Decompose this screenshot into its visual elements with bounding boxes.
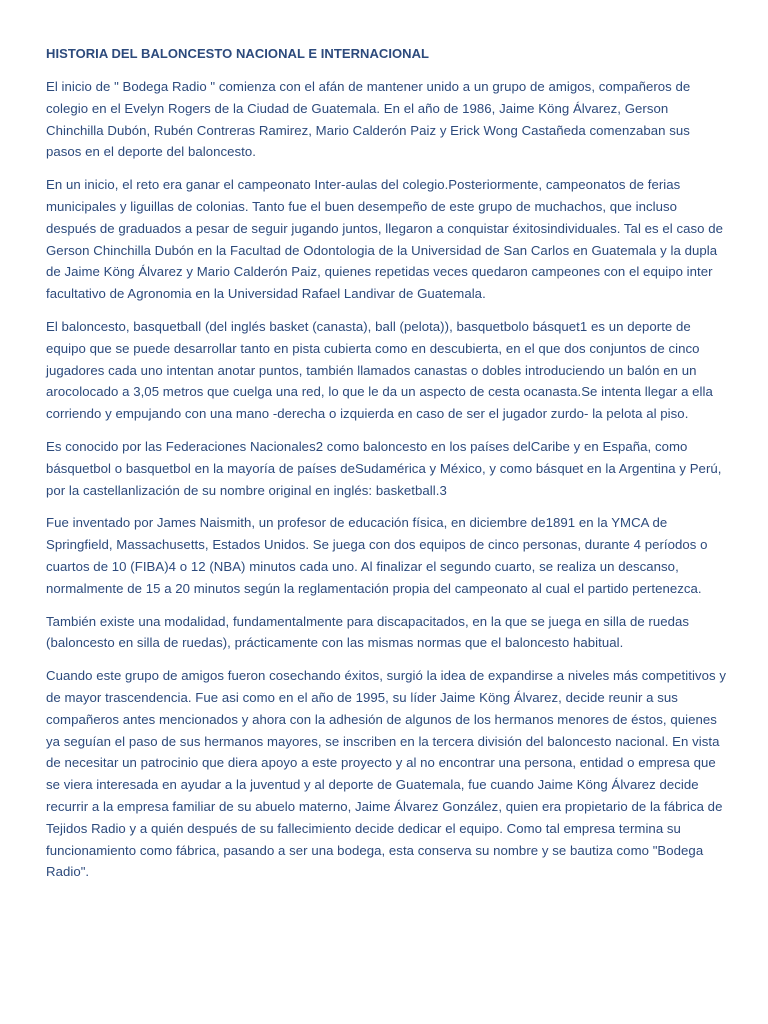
paragraph-2: En un inicio, el reto era ganar el campeonato Inter-aulas del colegio.Posteriormente, campeonatos de ferias municipales y liguillas de colonias. Tanto fue el buen desempeño de este grupo de muchachos, que incluso después de graduados a pesar de seguir jugando juntos, llegaron a conquistar éxitosindividuales. Tal es el caso de Gerson Chinchilla Dubón en la Facultad de Odontologia de la Universidad de San Carlos en Guatemala y la dupla de Jaime Köng Álvarez y Mario Calderón Paiz, quienes repetidas veces quedaron campeones con el equipo inter facultativo de Agronomia en la Universidad Rafael Landivar de Guatemala. bbox=[46, 177, 723, 302]
paragraph-3: El baloncesto, basquetball (del inglés basket (canasta), ball (pelota)), basquetbolo básquet1 es un deporte de equipo que se puede desarrollar tanto en pista cubierta como en descubierta, en el que dos conjuntos de cinco jugadores cada uno intentan anotar puntos, también llamados canastas o dobles introduciendo un balón en un arocolocado a 3,05 metros que cuelga una red, lo que le da un aspecto de cesta ocanasta.Se intenta llegar a ella corriendo y empujando con una mano -derecha o izquierda en caso de ser el jugador zurdo- la pelota al piso. bbox=[46, 318, 713, 422]
paragraph-7: Cuando este grupo de amigos fueron cosechando éxitos, surgió la idea de expandirse a niveles más competitivos y de mayor trascendencia. Fue asi como en el año de 1995, su líder Jaime Köng Álvarez, decide reunir a sus compañeros antes mencionados y ahora con la adhesión de algunos de los hermanos menores de éstos, quienes ya seguían el paso de sus hermanos mayores, se inscriben en la tercera división del baloncesto nacional. En vista de necesitar un patrocinio que diera apoyo a este proyecto y al no encontrar una persona, entidad o empresa que se viera interesada en ayudar a la juventud y al deporte de Guatemala, fue cuando Jaime Köng Álvarez decide recurrir a la empresa familiar de su abuelo materno, Jaime Álvarez González, quien era propietario de la fábrica de Tejidos Radio y a quién después de su fallecimiento decide dedicar el equipo. Como tal empresa termina su funcionamiento como fábrica, pasando a ser una bodega, esta conserva su nombre y se bautiza como "Bodega Radio". bbox=[46, 668, 726, 880]
paragraph-6: También existe una modalidad, fundamentalmente para discapacitados, en la que se juega en silla de ruedas (baloncesto en silla de ruedas), prácticamente con las mismas normas que el baloncesto habitual. bbox=[46, 613, 690, 651]
paragraph-4: Es conocido por las Federaciones Nacionales2 como baloncesto en los países delCaribe y en España, como básquetbol o basquetbol en la mayoría de países deSudamérica y México, y como básquet en la Argentina y Perú, por la castellanlización de su nombre original en inglés: basketball.3 bbox=[46, 438, 722, 498]
document-title: HISTORIA DEL BALONCESTO NACIONAL E INTERNACIONAL bbox=[46, 46, 430, 61]
paragraph-1: El inicio de " Bodega Radio " comienza con el afán de mantener unido a un grupo de amigos, compañeros de colegio en el Evelyn Rogers de la Ciudad de Guatemala. En el año de 1986, Jaime Köng Álvarez, Gerson Chinchilla Dubón, Rubén Contreras Ramirez, Mario Calderón Paiz y Erick Wong Castañeda comenzaban sus pasos en el deporte del baloncesto. bbox=[46, 79, 691, 160]
paragraph-5: Fue inventado por James Naismith, un profesor de educación física, en diciembre de1891 en la YMCA de Springfield, Massachusetts, Estados Unidos. Se juega con dos equipos de cinco personas, durante 4 períodos o cuartos de 10 (FIBA)4 o 12 (NBA) minutos cada uno. Al finalizar el segundo cuarto, se realiza un descanso, normalmente de 15 a 20 minutos según la reglamentación propia del campeonato al cual el partido pertenezca. bbox=[46, 515, 708, 596]
